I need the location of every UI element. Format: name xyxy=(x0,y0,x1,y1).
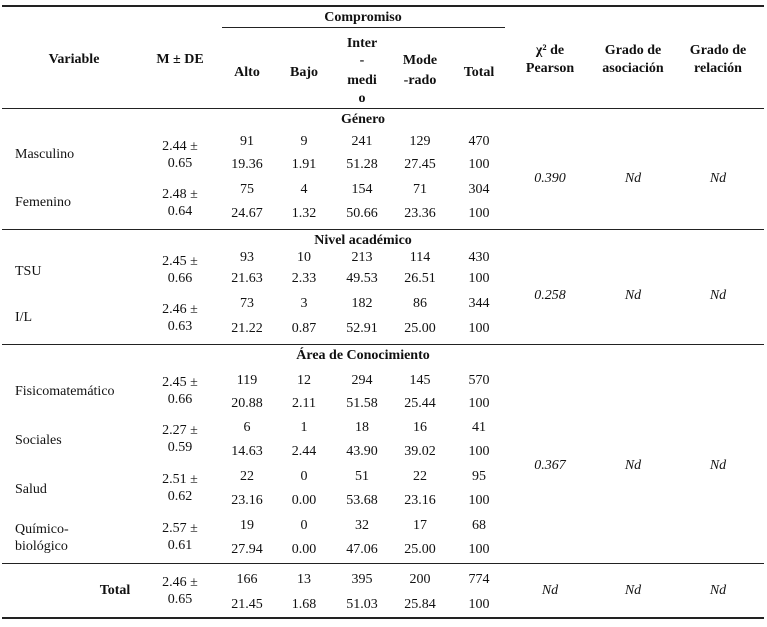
count-cell: 95 xyxy=(472,469,486,484)
header-compromiso: Compromiso xyxy=(324,10,402,25)
percent-cell: 21.45 xyxy=(231,597,263,612)
header-mde: M ± DE xyxy=(156,52,204,67)
percent-cell: 100 xyxy=(468,271,490,286)
mde-value: 0.61 xyxy=(167,538,193,553)
row-label: Sociales xyxy=(15,433,62,448)
header-bajo: Bajo xyxy=(290,65,318,80)
chi-value: 0.390 xyxy=(534,171,566,186)
relacion-value: Nd xyxy=(709,288,727,303)
percent-cell: 0.87 xyxy=(291,321,317,336)
percent-cell: 19.36 xyxy=(231,157,263,172)
percent-cell: 24.67 xyxy=(231,206,263,221)
mde-value: 2.48 ± xyxy=(162,187,198,202)
percent-cell: 49.53 xyxy=(346,271,378,286)
percent-cell: 43.90 xyxy=(346,444,378,459)
header-grado-asoc-1: Grado de xyxy=(604,43,662,58)
mde-value: 0.62 xyxy=(167,489,193,504)
percent-cell: 51.03 xyxy=(346,597,378,612)
count-cell: 51 xyxy=(355,469,369,484)
relacion-value: Nd xyxy=(709,583,727,598)
percent-cell: 52.91 xyxy=(346,321,378,336)
count-cell: 114 xyxy=(409,250,431,265)
rule-genero xyxy=(2,229,764,230)
relacion-value: Nd xyxy=(709,458,727,473)
count-cell: 22 xyxy=(413,469,427,484)
header-grado-rel-1: Grado de xyxy=(689,43,747,58)
top-rule xyxy=(2,5,764,7)
mde-value: 2.45 ± xyxy=(162,254,198,269)
asociacion-value: Nd xyxy=(624,171,642,186)
row-label: Fisicomatemático xyxy=(15,384,115,399)
header-chi-2: Pearson xyxy=(525,61,575,76)
asociacion-value: Nd xyxy=(624,583,642,598)
mde-value: 2.44 ± xyxy=(162,139,198,154)
mde-value: 0.63 xyxy=(167,319,193,334)
percent-cell: 23.16 xyxy=(231,493,263,508)
mde-value: 2.45 ± xyxy=(162,375,198,390)
mde-value: 0.66 xyxy=(167,392,193,407)
count-cell: 17 xyxy=(413,518,427,533)
header-moderado-2: -rado xyxy=(403,73,437,88)
percent-cell: 1.68 xyxy=(291,597,317,612)
percent-cell: 1.32 xyxy=(291,206,317,221)
mde-value: 2.51 ± xyxy=(162,472,198,487)
count-cell: 9 xyxy=(300,134,308,149)
chi-value: Nd xyxy=(541,583,559,598)
header-grado-asoc-2: asociación xyxy=(602,61,664,76)
total-label: Total xyxy=(99,583,131,598)
row-label: Químico- xyxy=(15,522,69,537)
count-cell: 1 xyxy=(300,420,308,435)
percent-cell: 1.91 xyxy=(291,157,317,172)
percent-cell: 2.44 xyxy=(291,444,317,459)
section-title: Área de Conocimiento xyxy=(296,348,430,363)
mde-value: 0.66 xyxy=(167,271,193,286)
bottom-rule xyxy=(2,617,764,619)
header-total: Total xyxy=(463,65,495,80)
count-cell: 200 xyxy=(409,572,431,587)
count-cell: 213 xyxy=(351,250,373,265)
count-cell: 19 xyxy=(240,518,254,533)
header-variable: Variable xyxy=(48,52,100,67)
row-label: I/L xyxy=(15,310,33,325)
percent-cell: 14.63 xyxy=(231,444,263,459)
percent-cell: 51.58 xyxy=(346,396,378,411)
count-cell: 4 xyxy=(300,182,308,197)
count-cell: 10 xyxy=(297,250,311,265)
count-cell: 0 xyxy=(300,518,308,533)
row-label: biológico xyxy=(15,539,68,554)
row-label: Salud xyxy=(15,482,47,497)
count-cell: 182 xyxy=(351,296,373,311)
rule-nivel xyxy=(2,344,764,345)
percent-cell: 0.00 xyxy=(291,542,317,557)
relacion-value: Nd xyxy=(709,171,727,186)
percent-cell: 25.84 xyxy=(404,597,436,612)
row-label: Masculino xyxy=(15,147,75,162)
count-cell: 86 xyxy=(413,296,427,311)
percent-cell: 23.36 xyxy=(404,206,436,221)
percent-cell: 25.00 xyxy=(404,321,436,336)
mde-value: 2.46 ± xyxy=(162,575,198,590)
percent-cell: 27.45 xyxy=(404,157,436,172)
count-cell: 470 xyxy=(468,134,490,149)
count-cell: 91 xyxy=(240,134,254,149)
header-inter-1: Inter xyxy=(346,36,378,51)
asociacion-value: Nd xyxy=(624,458,642,473)
percent-cell: 100 xyxy=(468,321,490,336)
count-cell: 430 xyxy=(468,250,490,265)
percent-cell: 50.66 xyxy=(346,206,378,221)
count-cell: 129 xyxy=(409,134,431,149)
header-moderado-1: Mode xyxy=(402,53,438,68)
percent-cell: 39.02 xyxy=(404,444,436,459)
mde-value: 0.65 xyxy=(167,592,193,607)
mde-value: 2.27 ± xyxy=(162,423,198,438)
count-cell: 0 xyxy=(300,469,308,484)
percent-cell: 100 xyxy=(468,542,490,557)
row-label: TSU xyxy=(15,264,42,279)
section-title: Nivel académico xyxy=(314,233,412,248)
percent-cell: 0.00 xyxy=(291,493,317,508)
percent-cell: 21.22 xyxy=(231,321,263,336)
count-cell: 570 xyxy=(468,373,490,388)
count-cell: 774 xyxy=(468,572,490,587)
mde-value: 2.57 ± xyxy=(162,521,198,536)
percent-cell: 20.88 xyxy=(231,396,263,411)
percent-cell: 23.16 xyxy=(404,493,436,508)
count-cell: 294 xyxy=(351,373,373,388)
count-cell: 68 xyxy=(472,518,486,533)
percent-cell: 47.06 xyxy=(346,542,378,557)
header-alto: Alto xyxy=(234,65,260,80)
mde-value: 2.46 ± xyxy=(162,302,198,317)
header-chi-1: χ² de xyxy=(535,43,565,58)
count-cell: 119 xyxy=(236,373,258,388)
count-cell: 145 xyxy=(409,373,431,388)
asociacion-value: Nd xyxy=(624,288,642,303)
count-cell: 73 xyxy=(240,296,254,311)
header-inter-3: medi xyxy=(347,73,377,88)
chi-value: 0.367 xyxy=(534,458,566,473)
count-cell: 13 xyxy=(297,572,311,587)
percent-cell: 53.68 xyxy=(346,493,378,508)
count-cell: 93 xyxy=(240,250,254,265)
rule-area xyxy=(2,563,764,564)
percent-cell: 100 xyxy=(468,206,490,221)
percent-cell: 27.94 xyxy=(231,542,263,557)
row-label: Femenino xyxy=(15,195,71,210)
count-cell: 344 xyxy=(468,296,490,311)
header-inter-4: o xyxy=(358,91,366,106)
mde-value: 0.65 xyxy=(167,156,193,171)
percent-cell: 100 xyxy=(468,157,490,172)
header-inter-2: - xyxy=(359,53,365,68)
chi-value: 0.258 xyxy=(534,288,566,303)
header-grado-rel-2: relación xyxy=(694,61,742,76)
count-cell: 18 xyxy=(355,420,369,435)
count-cell: 32 xyxy=(355,518,369,533)
count-cell: 6 xyxy=(243,420,251,435)
count-cell: 16 xyxy=(413,420,427,435)
count-cell: 71 xyxy=(413,182,427,197)
percent-cell: 2.11 xyxy=(292,396,316,411)
percent-cell: 26.51 xyxy=(404,271,436,286)
count-cell: 166 xyxy=(236,572,258,587)
count-cell: 154 xyxy=(351,182,373,197)
percent-cell: 51.28 xyxy=(346,157,378,172)
percent-cell: 25.00 xyxy=(404,542,436,557)
percent-cell: 100 xyxy=(468,597,490,612)
count-cell: 241 xyxy=(351,134,373,149)
percent-cell: 100 xyxy=(468,396,490,411)
count-cell: 75 xyxy=(240,182,254,197)
count-cell: 22 xyxy=(240,469,254,484)
mde-value: 0.64 xyxy=(167,204,193,219)
percent-cell: 100 xyxy=(468,493,490,508)
percent-cell: 100 xyxy=(468,444,490,459)
count-cell: 395 xyxy=(351,572,373,587)
section-title: Género xyxy=(340,112,386,127)
count-cell: 3 xyxy=(300,296,308,311)
count-cell: 41 xyxy=(472,420,486,435)
mde-value: 0.59 xyxy=(167,440,193,455)
count-cell: 12 xyxy=(297,373,311,388)
percent-cell: 25.44 xyxy=(404,396,436,411)
compromiso-underline xyxy=(222,27,505,28)
percent-cell: 2.33 xyxy=(291,271,317,286)
count-cell: 304 xyxy=(468,182,490,197)
percent-cell: 21.63 xyxy=(231,271,263,286)
header-rule xyxy=(2,108,764,109)
